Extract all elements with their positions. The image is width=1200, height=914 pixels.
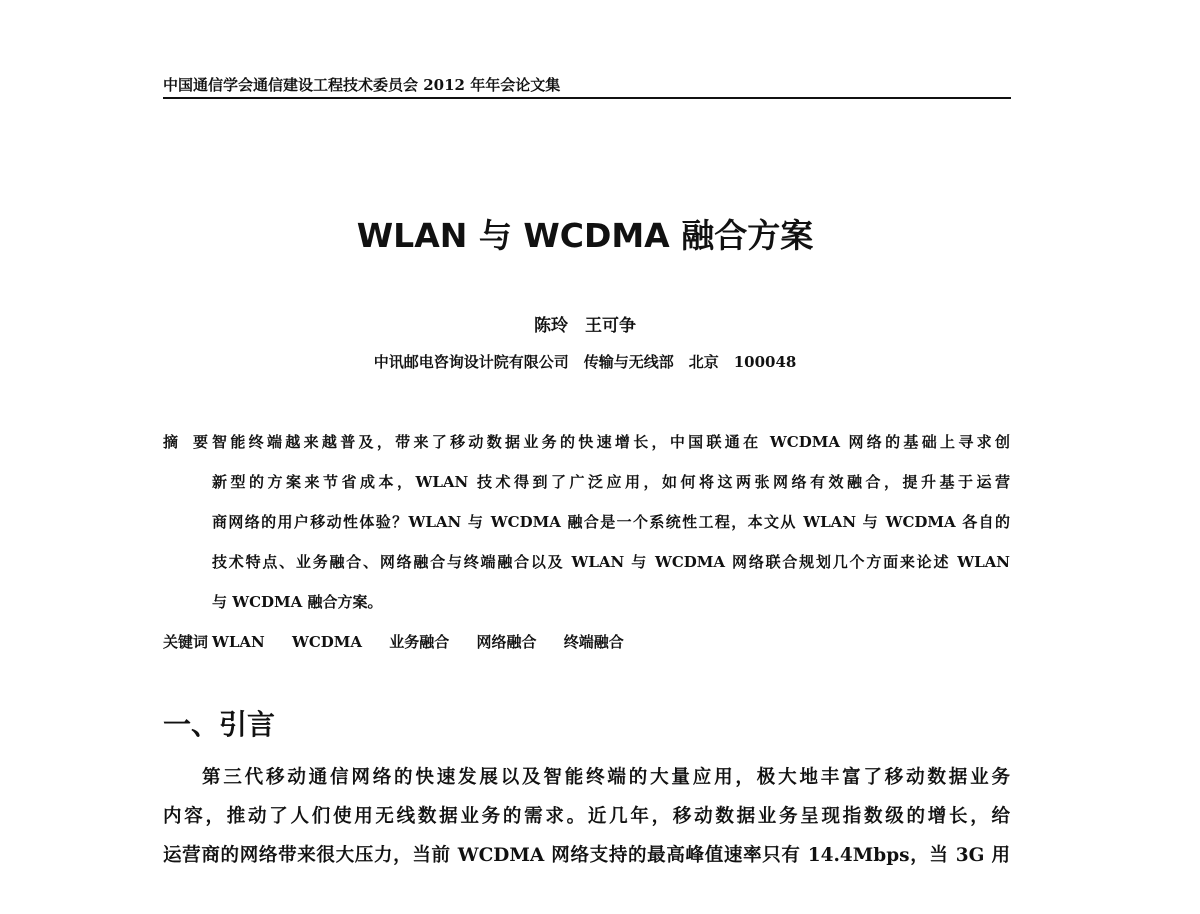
running-header: 中国通信学会通信建设工程技术委员会 2012 年年会论文集 [163, 76, 561, 94]
abstract-line: 新型的方案来节省成本，WLAN 技术得到了广泛应用，如何将这两张网络有效融合，提升基于运营 [212, 473, 1010, 491]
abstract-line: 智能终端越来越普及，带来了移动数据业务的快速增长，中国联通在 WCDMA 网络的基础上寻求创 [212, 433, 1010, 451]
abstract-line: 商网络的用户移动性体验？WLAN 与 WCDMA 融合是一个系统性工程，本文从 WLAN 与 WCDMA 各自的 [212, 513, 1010, 531]
keyword: 网络融合 [476, 633, 537, 651]
affiliation: 中讯邮电咨询设计院有限公司 传输与无线部 北京 100048 [373, 353, 797, 371]
keyword: 终端融合 [563, 633, 624, 651]
keywords-label: 关键词 [163, 633, 209, 651]
header-rule [163, 97, 1011, 99]
keyword: 业务融合 [389, 633, 450, 651]
abstract-line: 技术特点、业务融合、网络融合与终端融合以及 WLAN 与 WCDMA 网络联合规划几个方面来论述 WLAN [212, 553, 1010, 571]
body-line: 第三代移动通信网络的快速发展以及智能终端的大量应用，极大地丰富了移动数据业务 [202, 767, 1010, 788]
authors: 陈玲 王可争 [534, 316, 636, 336]
keyword: WCDMA [291, 633, 363, 651]
abstract-label: 摘 要 [163, 433, 209, 451]
section-heading: 一、引言 [163, 708, 276, 741]
keyword: WLAN [212, 633, 265, 651]
abstract-line: 与 WCDMA 融合方案。 [212, 593, 383, 611]
body-line: 内容，推动了人们使用无线数据业务的需求。近几年，移动数据业务呈现指数级的增长，给 [163, 806, 1010, 827]
paper-title: WLAN 与 WCDMA 融合方案 [356, 216, 814, 255]
body-line: 运营商的网络带来很大压力，当前 WCDMA 网络支持的最高峰值速率只有 14.4Mbps，当 3G 用 [163, 845, 1010, 866]
keywords-list [212, 631, 646, 652]
